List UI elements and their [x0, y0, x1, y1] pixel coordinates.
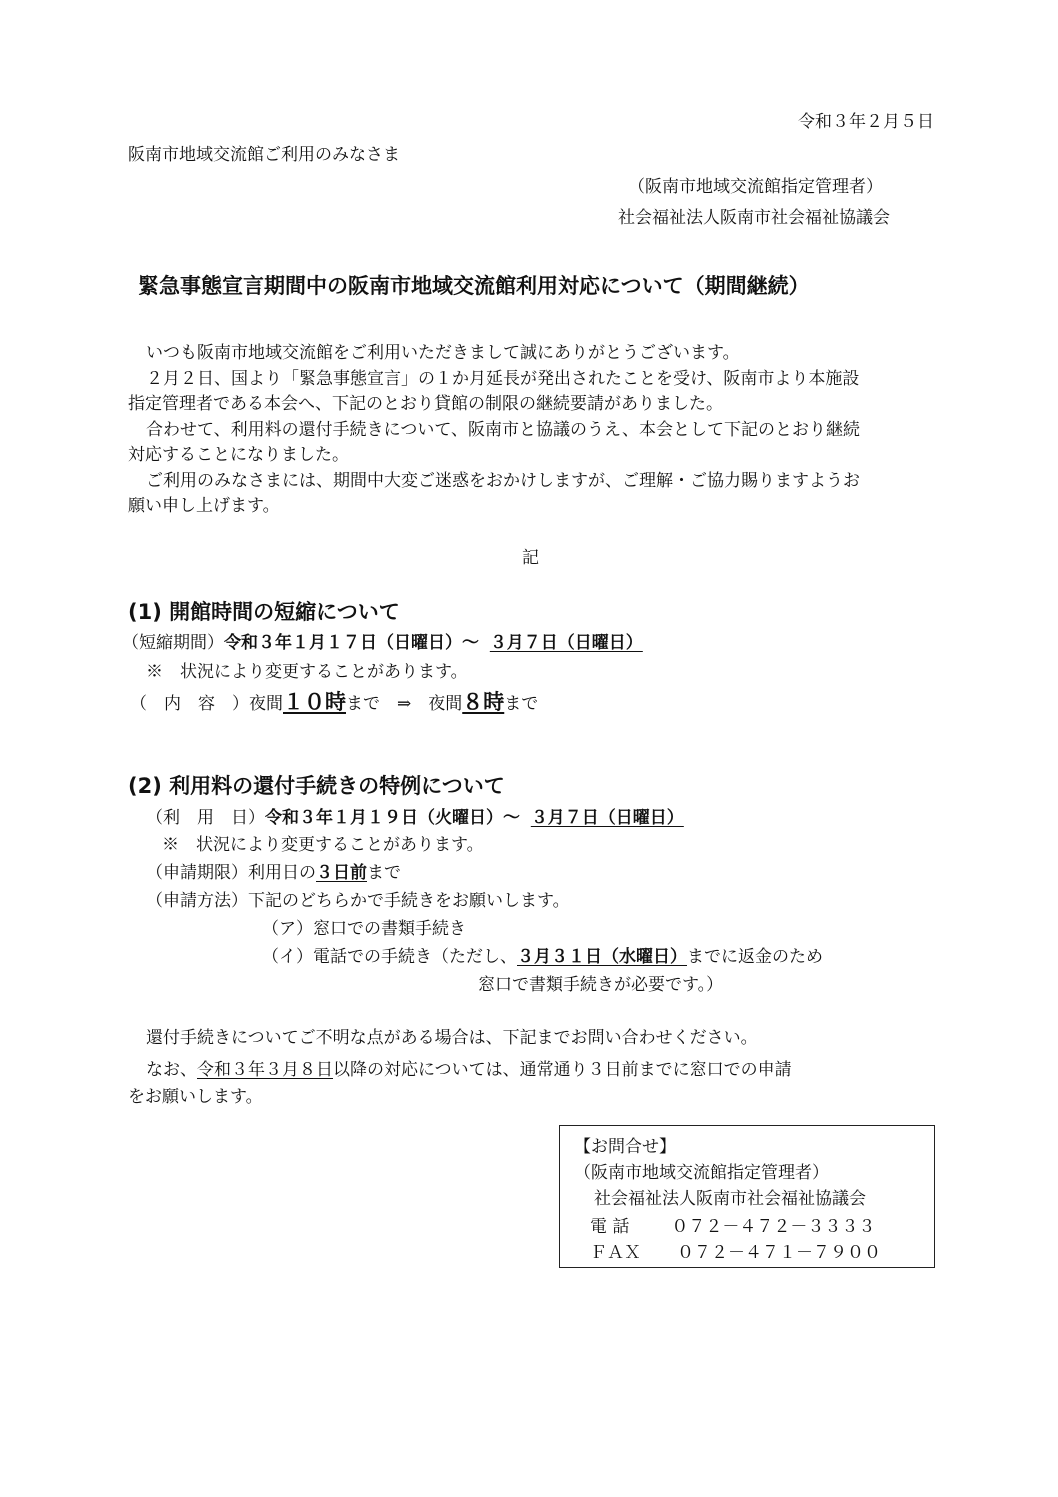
document-date: 令和３年２月５日	[798, 112, 934, 132]
intro-line: ご利用のみなさまには、期間中大変ご迷惑をおかけしますが、ご理解・ご協力賜りますようお	[146, 471, 860, 491]
method-text: 下記のどちらかで手続きをお願いします。	[248, 891, 570, 911]
contact-phone	[590, 1212, 875, 1237]
closing-line: 還付手続きについてご不明な点がある場合は、下記までお問い合わせください。	[146, 1028, 758, 1048]
section2-method	[146, 886, 570, 911]
section1-content	[130, 686, 538, 716]
closing-text: 以降の対応については、通常通り３日前までに窓口での申請	[333, 1060, 792, 1080]
period-end: ３月７日（日曜日）	[489, 633, 643, 653]
deadline-label: （申請期限）	[146, 863, 248, 883]
section2-deadline	[146, 858, 401, 883]
phone-label: 電 話	[590, 1217, 630, 1237]
section2-heading: (2) 利用料の還付手続きの特例について	[128, 774, 505, 798]
closing-line: をお願いします。	[128, 1087, 263, 1107]
date-label: （利 用 日）	[146, 808, 265, 828]
content-text: 夜間	[249, 694, 283, 714]
closing-date: 令和３年３月８日	[197, 1060, 333, 1080]
content-text: まで	[504, 694, 539, 714]
intro-line: 指定管理者である本会へ、下記のとおり貸館の制限の継続要請がありました。	[128, 394, 723, 414]
intro-line: 合わせて、利用料の還付手続きについて、阪南市と協議のうえ、本会として下記のとおり継続	[146, 420, 860, 440]
section2-note: ※ 状況により変更することがあります。	[162, 835, 484, 855]
closing-line	[146, 1055, 792, 1080]
sender-role: （阪南市地域交流館指定管理者）	[628, 177, 883, 197]
option-b	[262, 942, 823, 967]
period-label: （短縮期間）	[122, 633, 224, 653]
phone-number: ０７２－４７２－３３３３	[671, 1217, 876, 1237]
contact-org-role: （阪南市地域交流館指定管理者）	[574, 1163, 829, 1183]
section1-heading: (1) 開館時間の短縮について	[128, 600, 400, 624]
sender-organization: 社会福祉法人阪南市社会福祉協議会	[618, 208, 890, 228]
method-label: （申請方法）	[146, 891, 248, 911]
contact-box	[559, 1125, 935, 1268]
contact-fax	[590, 1238, 881, 1263]
intro-line: いつも阪南市地域交流館をご利用いただきまして誠にありがとうございます。	[146, 343, 740, 363]
date-end: ３月７日（日曜日）	[530, 808, 684, 828]
period-start: 令和３年１月１７日（日曜日）～	[224, 633, 479, 653]
intro-line: ２月２日、国より「緊急事態宣言」の１か月延長が発出されたことを受け、阪南市より本施設	[146, 369, 860, 389]
date-start: 令和３年１月１９日（火曜日）～	[265, 808, 520, 828]
deadline-text: 利用日の	[248, 863, 316, 883]
option-b-deadline: ３月３１日（水曜日）	[517, 947, 687, 967]
ki-marker: 記	[522, 548, 539, 568]
intro-line: 対応することになりました。	[128, 445, 349, 465]
section1-note: ※ 状況により変更することがあります。	[146, 662, 468, 682]
deadline-text: まで	[367, 863, 401, 883]
contact-heading: 【お問合せ】	[574, 1137, 676, 1157]
section1-period	[122, 628, 643, 653]
option-b-continuation: 窓口で書類手続きが必要です。）	[478, 975, 724, 995]
option-a: （ア）窓口での書類手続き	[262, 919, 466, 939]
hours-from: １０時	[283, 689, 346, 714]
intro-line: 願い申し上げます。	[128, 496, 280, 516]
option-b-text: （イ）電話での手続き（ただし、	[262, 947, 517, 967]
document-title: 緊急事態宣言期間中の阪南市地域交流館利用対応について（期間継続）	[138, 274, 810, 298]
content-text: まで ⇒ 夜間	[346, 694, 463, 714]
content-label: （ 内 容 ）	[130, 694, 249, 714]
closing-text: なお、	[146, 1060, 197, 1080]
deadline-days: ３日前	[316, 863, 367, 883]
section2-date	[146, 803, 684, 828]
addressee: 阪南市地域交流館ご利用のみなさま	[128, 145, 400, 165]
hours-to: ８時	[462, 689, 505, 714]
contact-org-name: 社会福祉法人阪南市社会福祉協議会	[594, 1189, 866, 1209]
fax-number: ０７２－４７１－７９００	[677, 1243, 881, 1263]
fax-label: ＦＡＸ	[590, 1243, 641, 1263]
option-b-text: までに返金のため	[687, 947, 823, 967]
